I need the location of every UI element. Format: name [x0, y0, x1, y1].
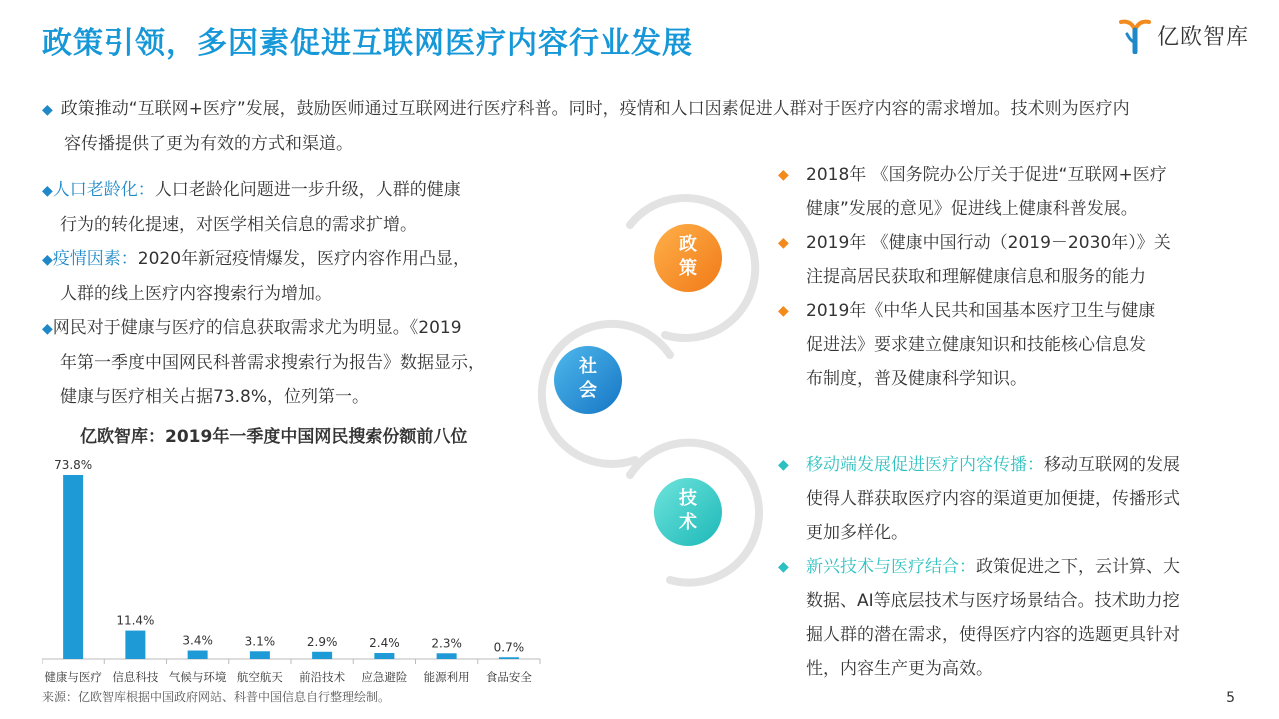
left-item-line: 健康与医疗相关占据73.8%，位列第一。	[60, 387, 370, 407]
tech-item-label: 新兴技术与医疗结合：	[806, 557, 976, 577]
diamond-bullet-icon: ◆	[42, 252, 53, 268]
tech-item	[778, 448, 1238, 550]
policy-item-line: 健康”发展的意见》促进线上健康科普发展。	[806, 199, 1138, 219]
society-circle-label: 会	[579, 380, 597, 401]
left-item-line: 人口老龄化问题进一步升级，人群的健康	[154, 180, 461, 200]
society-circle-label: 社	[579, 356, 597, 377]
tech-item-line: 数据、AI等底层技术与医疗场景结合。技术助力挖	[806, 591, 1180, 611]
chart-bar	[188, 651, 208, 659]
intro-line-1: 政策推动“互联网+医疗”发展，鼓励医师通过互联网进行医疗科普。同时，疫情和人口因素促进人群对于医疗内容的需求增加。技术则为医疗内	[60, 99, 1130, 119]
policy-item-line: 促进法》要求建立健康知识和技能核心信息发	[806, 335, 1146, 355]
chart-bar	[499, 657, 519, 659]
policy-item-line: 2019年 《健康中国行动（2019－2030年）》关	[806, 233, 1171, 253]
social-factors	[42, 173, 542, 414]
tech-item-line: 更加多样化。	[806, 523, 908, 543]
left-item-label: 人口老龄化：	[52, 180, 155, 200]
chart-bar	[63, 475, 83, 659]
diamond-bullet-icon: ◆	[42, 321, 53, 337]
tech-item-line: 使得人群获取医疗内容的渠道更加便捷，传播形式	[806, 489, 1180, 509]
policy-item-line: 2018年 《国务院办公厅关于促进“互联网+医疗	[806, 165, 1167, 185]
category-label: 能源利用	[423, 670, 470, 684]
tech-list	[778, 448, 1238, 686]
tech-item	[778, 550, 1238, 686]
category-label: 前沿技术	[299, 670, 346, 684]
bar-value-label: 2.4%	[369, 636, 400, 651]
page-title: 政策引领，多因素促进互联网医疗内容行业发展	[42, 26, 693, 61]
diamond-bullet-icon: ◆	[778, 559, 789, 575]
tech-item-line: 掘人群的潜在需求，使得医疗内容的选题更具针对	[806, 625, 1180, 645]
left-item-label: 疫情因素：	[52, 249, 138, 269]
policy-list	[778, 158, 1238, 396]
policy-item-line: 布制度，普及健康科学知识。	[806, 369, 1027, 389]
tech-item-line: 政策促进之下，云计算、大	[976, 557, 1180, 577]
left-item-line: 人群的线上医疗内容搜索行为增加。	[60, 284, 332, 304]
diamond-bullet-icon: ◆	[778, 167, 789, 183]
tech-circle-label: 技	[679, 488, 697, 509]
diamond-bullet-icon: ◆	[778, 303, 789, 319]
logo	[1117, 16, 1249, 54]
bar-value-label: 0.7%	[493, 640, 525, 655]
logo-icon	[1117, 16, 1153, 54]
policy-item-line: 2019年《中华人民共和国基本医疗卫生与健康	[806, 301, 1156, 321]
chart-bar	[437, 653, 457, 659]
tech-item-line: 移动互联网的发展	[1044, 455, 1180, 475]
tech-circle-label: 术	[679, 512, 697, 533]
policy-item	[778, 226, 1238, 294]
category-label: 食品安全	[485, 670, 532, 684]
chart-bar	[312, 652, 332, 659]
policy-item-line: 注提高居民获取和理解健康信息和服务的能力	[806, 267, 1146, 287]
bar-value-label: 2.9%	[306, 634, 338, 649]
diamond-bullet-icon: ◆	[42, 183, 53, 199]
intro-line-2: 容传播提供了更为有效的方式和渠道。	[64, 134, 353, 154]
left-item-line: 2020年新冠疫情爆发，医疗内容作用凸显，	[137, 249, 471, 269]
category-label: 航空航天	[236, 670, 283, 684]
tech-item-line: 性，内容生产更为高效。	[806, 659, 993, 679]
bar-value-label: 3.1%	[244, 634, 276, 649]
source-note: 来源：亿欧智库根据中国政府网站、科普中国信息自行整理绘制。	[42, 690, 391, 704]
factor-circles-diagram	[520, 150, 780, 640]
left-item-line: 网民对于健康与医疗的信息获取需求尤为明显。《2019	[52, 318, 462, 338]
page-number: 5	[1226, 690, 1235, 706]
logo-text: 亿欧智库	[1156, 24, 1249, 50]
chart-bar	[374, 653, 394, 659]
category-label: 信息科技	[112, 670, 159, 684]
tech-item-label: 移动端发展促进医疗内容传播：	[806, 455, 1044, 475]
chart-title: 亿欧智库：2019年一季度中国网民搜索份额前八位	[80, 427, 468, 447]
policy-item	[778, 294, 1238, 396]
policy-circle-label: 政	[679, 234, 697, 255]
left-item-aging	[42, 173, 542, 242]
bar-value-label: 3.4%	[182, 633, 213, 648]
bar-value-label: 73.8%	[54, 458, 93, 472]
category-label: 健康与医疗	[44, 670, 102, 684]
left-item-line: 行为的转化提速，对医学相关信息的需求扩增。	[60, 215, 417, 235]
left-item-line: 年第一季度中国网民科普需求搜索行为报告》数据显示，	[60, 353, 485, 373]
left-item-epidemic	[42, 242, 542, 311]
diamond-bullet-icon: ◆	[778, 235, 789, 251]
bar-value-label: 2.3%	[431, 636, 462, 651]
left-item-demand	[42, 311, 542, 414]
search-share-bar-chart	[42, 445, 542, 690]
chart-bar	[250, 651, 270, 659]
diamond-bullet-icon: ◆	[778, 457, 789, 473]
bar-value-label: 11.4%	[116, 613, 155, 628]
category-label: 应急避险	[361, 670, 408, 684]
category-label: 气候与环境	[168, 670, 227, 684]
policy-item	[778, 158, 1238, 226]
policy-circle-label: 策	[679, 258, 697, 279]
chart-bar	[125, 631, 145, 659]
diamond-bullet-icon: ◆	[42, 102, 53, 118]
